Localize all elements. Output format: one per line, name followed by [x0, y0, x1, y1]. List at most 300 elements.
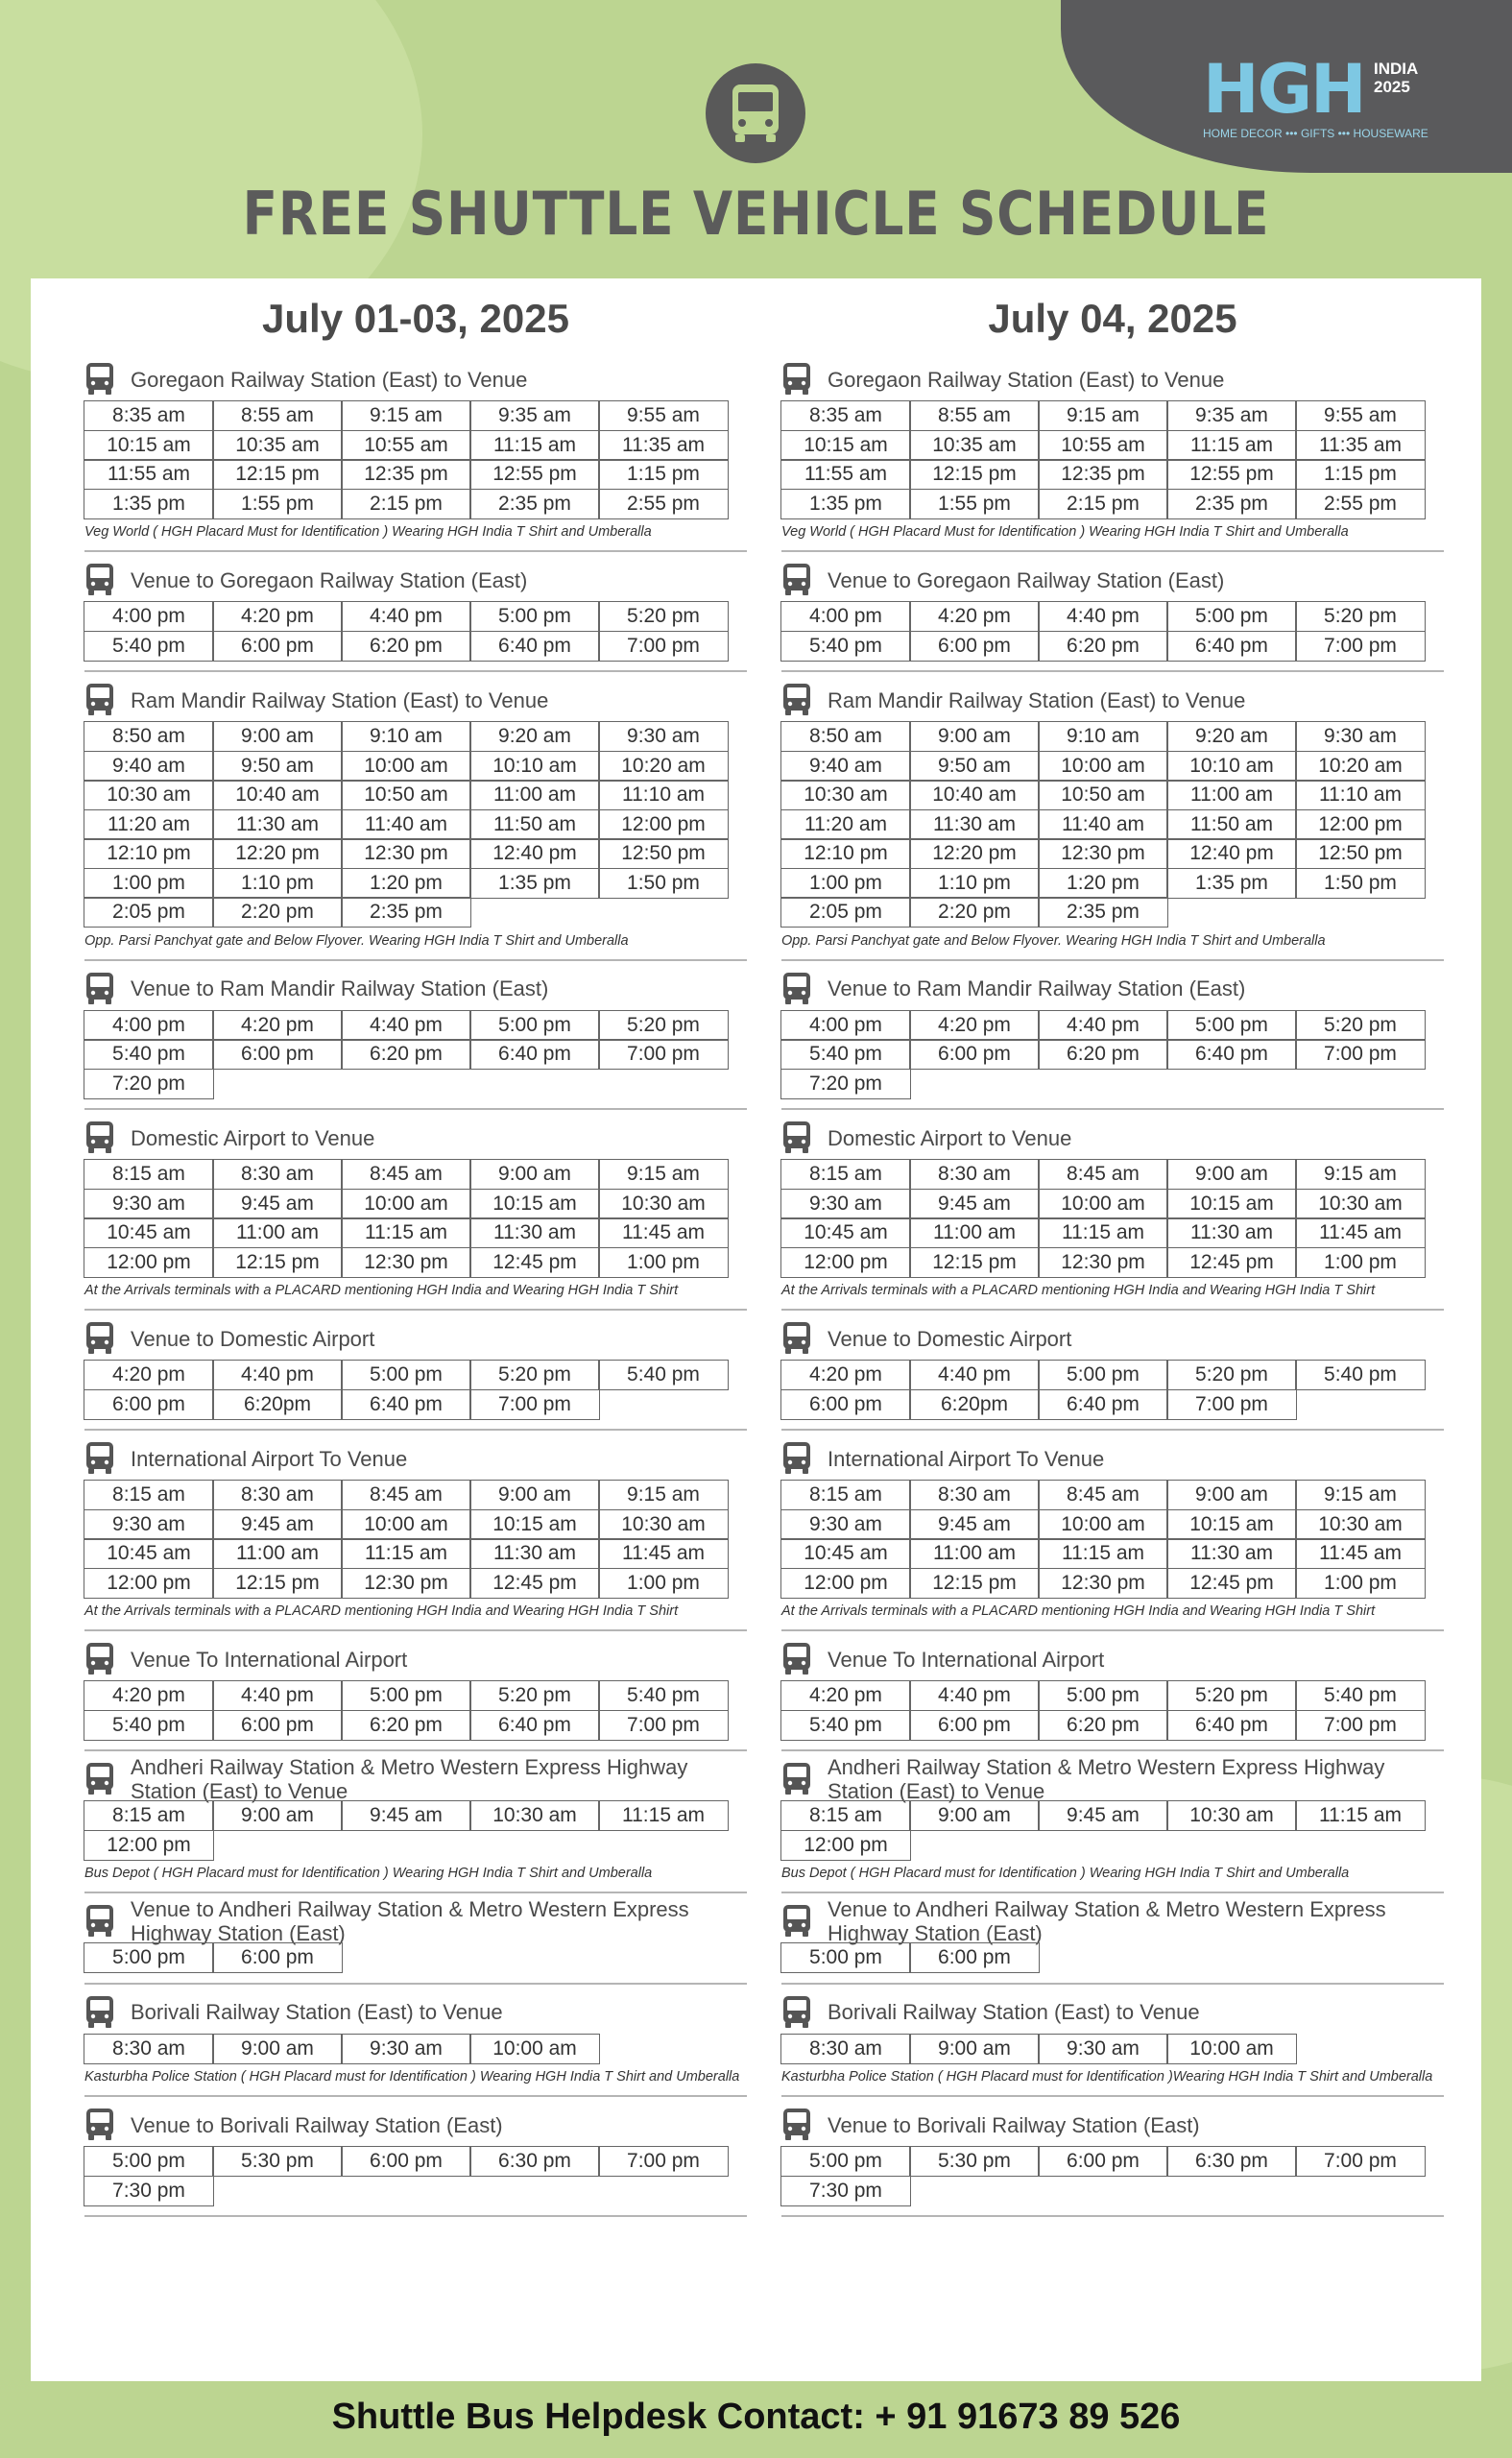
- time-cell: 11:00 am: [212, 1538, 343, 1569]
- time-cell: 11:00 am: [1166, 780, 1297, 810]
- timetable: [781, 1801, 1425, 1860]
- schedule-card: [31, 278, 1481, 2381]
- timetable: [84, 1361, 728, 1419]
- time-cell: 1:55 pm: [909, 489, 1040, 519]
- time-cell: 6:40 pm: [1166, 631, 1297, 662]
- pickup-note: Kasturbha Police Station ( HGH Placard must for Identification ) Wearing HGH India T Shirt and Umberalla: [84, 2069, 740, 2084]
- time-cell: 8:30 am: [909, 1480, 1040, 1510]
- route-section: [781, 1751, 1444, 1893]
- time-cell: 1:55 pm: [212, 489, 343, 519]
- route-section: [84, 1110, 747, 1311]
- time-cell: 1:35 pm: [780, 489, 911, 519]
- route-section: [84, 1431, 747, 1631]
- time-cell: 10:45 am: [780, 1217, 911, 1248]
- route-title: [781, 558, 1444, 602]
- time-cell: 5:20 pm: [1295, 1010, 1426, 1041]
- bus-icon: [84, 1441, 115, 1476]
- time-cell: 12:00 pm: [780, 1247, 911, 1278]
- timetable: [84, 401, 728, 518]
- time-cell: 10:15 am: [84, 430, 214, 461]
- time-cell: 11:15 am: [1038, 1217, 1168, 1248]
- time-cell: 12:45 pm: [1166, 1247, 1297, 1278]
- route-title-text: Domestic Airport to Venue: [828, 1125, 1072, 1150]
- time-cell: 5:40 pm: [780, 1710, 911, 1741]
- time-cell: 11:15 am: [598, 1800, 729, 1831]
- route-title-text: Venue to Goregaon Railway Station (East): [828, 567, 1225, 592]
- bus-icon: [704, 61, 807, 165]
- bus-icon: [781, 1995, 812, 2030]
- time-cell: 11:50 am: [1166, 809, 1297, 840]
- pickup-note: Kasturbha Police Station ( HGH Placard must for Identification )Wearing HGH India T Shirt and Umberalla: [781, 2069, 1433, 2084]
- time-cell: 10:50 am: [1038, 780, 1168, 810]
- time-cell: 1:20 pm: [1038, 868, 1168, 899]
- time-cell: 12:55 pm: [1166, 459, 1297, 490]
- time-cell: 9:35 am: [1166, 400, 1297, 431]
- time-cell: 2:55 pm: [1295, 489, 1426, 519]
- route-title-text: Venue to Andheri Railway Station & Metro Western Express Highway Station (East): [131, 1897, 689, 1945]
- route-title-text: Venue to Andheri Railway Station & Metro Western Express Highway Station (East): [828, 1897, 1386, 1945]
- page-title: FREE SHUTTLE VEHICLE SCHEDULE: [242, 179, 1270, 249]
- timetable: [781, 1361, 1425, 1419]
- time-cell: 4:20 pm: [84, 1680, 214, 1711]
- timetable: [84, 1011, 728, 1099]
- route-title-text: Andheri Railway Station & Metro Western Express Highway Station (East) to Venue: [131, 1755, 688, 1803]
- route-title: [781, 357, 1444, 401]
- time-cell: 8:55 am: [212, 400, 343, 431]
- bus-icon: [84, 1762, 115, 1796]
- bus-icon: [781, 1441, 812, 1476]
- time-cell: 1:20 pm: [341, 868, 471, 899]
- time-cell: 11:35 am: [598, 430, 729, 461]
- time-cell: 8:45 am: [341, 1159, 471, 1190]
- time-cell: 6:40 pm: [1166, 1039, 1297, 1070]
- time-cell: 11:00 am: [909, 1538, 1040, 1569]
- time-cell: 1:10 pm: [212, 868, 343, 899]
- time-cell: 6:20 pm: [1038, 1710, 1168, 1741]
- pickup-note: Bus Depot ( HGH Placard must for Identification ) Wearing HGH India T Shirt and Umberalla: [84, 1866, 653, 1881]
- time-cell: 10:30 am: [84, 780, 214, 810]
- time-cell: 12:00 pm: [84, 1830, 214, 1861]
- time-cell: 8:15 am: [84, 1159, 214, 1190]
- time-cell: 10:45 am: [84, 1217, 214, 1248]
- route-title-text: Goregaon Railway Station (East) to Venue: [131, 367, 528, 392]
- time-cell: 11:00 am: [469, 780, 600, 810]
- time-cell: 4:40 pm: [1038, 1010, 1168, 1041]
- time-cell: 12:15 pm: [909, 1247, 1040, 1278]
- route-title: [781, 678, 1444, 722]
- pickup-note: At the Arrivals terminals with a PLACARD mentioning HGH India and Wearing HGH India T Shirt: [84, 1283, 679, 1298]
- time-cell: 6:00 pm: [84, 1389, 214, 1420]
- bus-icon: [781, 1642, 812, 1676]
- time-cell: 7:00 pm: [469, 1389, 600, 1420]
- time-cell: 12:15 pm: [212, 459, 343, 490]
- time-cell: 8:30 am: [780, 2034, 911, 2064]
- time-cell: 2:35 pm: [341, 897, 471, 928]
- time-cell: 9:00 am: [909, 2034, 1040, 2064]
- route-title: [84, 1757, 747, 1801]
- time-cell: 10:00 am: [1038, 751, 1168, 782]
- time-cell: 11:45 am: [1295, 1217, 1426, 1248]
- time-cell: 9:00 am: [469, 1159, 600, 1190]
- time-cell: 1:15 pm: [1295, 459, 1426, 490]
- route-title: [84, 2103, 747, 2147]
- route-section: [781, 1985, 1444, 2098]
- time-cell: 6:20 pm: [341, 1039, 471, 1070]
- time-cell: 5:40 pm: [1295, 1680, 1426, 1711]
- route-title-text: Andheri Railway Station & Metro Western Express Highway Station (East) to Venue: [828, 1755, 1385, 1803]
- time-cell: 12:00 pm: [84, 1568, 214, 1599]
- pickup-note: Veg World ( HGH Placard Must for Identification ) Wearing HGH India T Shirt and Umberalla: [781, 524, 1349, 540]
- time-cell: 6:00 pm: [212, 1039, 343, 1070]
- time-cell: 6:40 pm: [469, 631, 600, 662]
- timetable: [781, 722, 1425, 928]
- time-cell: 9:00 am: [909, 721, 1040, 752]
- time-cell: 9:00 am: [1166, 1159, 1297, 1190]
- route-title: [84, 1116, 747, 1160]
- time-cell: 9:45 am: [341, 1800, 471, 1831]
- time-cell: 7:00 pm: [1295, 1039, 1426, 1070]
- time-cell: 9:15 am: [1295, 1480, 1426, 1510]
- time-cell: 4:00 pm: [84, 601, 214, 632]
- time-cell: 5:00 pm: [84, 1942, 214, 1973]
- time-cell: 2:35 pm: [1038, 897, 1168, 928]
- time-cell: 10:30 am: [598, 1189, 729, 1219]
- time-cell: 5:40 pm: [84, 1039, 214, 1070]
- time-cell: 9:40 am: [84, 751, 214, 782]
- time-cell: 4:20 pm: [909, 601, 1040, 632]
- time-cell: 11:20 am: [780, 809, 911, 840]
- time-cell: 9:30 am: [598, 721, 729, 752]
- time-cell: 12:00 pm: [84, 1247, 214, 1278]
- time-cell: 12:30 pm: [341, 838, 471, 869]
- time-cell: 8:30 am: [84, 2034, 214, 2064]
- route-section: [781, 1431, 1444, 1631]
- time-cell: 11:55 am: [780, 459, 911, 490]
- time-cell: 10:15 am: [469, 1189, 600, 1219]
- time-cell: 4:00 pm: [780, 601, 911, 632]
- route-title: [84, 1899, 747, 1943]
- bus-icon: [781, 1121, 812, 1155]
- bus-icon: [84, 972, 115, 1006]
- time-cell: 5:00 pm: [469, 601, 600, 632]
- time-cell: 1:10 pm: [909, 868, 1040, 899]
- time-cell: 2:05 pm: [780, 897, 911, 928]
- route-title-text: International Airport To Venue: [131, 1446, 408, 1471]
- hgh-logo: [1203, 50, 1433, 148]
- route-section: [84, 672, 747, 961]
- pickup-note: At the Arrivals terminals with a PLACARD mentioning HGH India and Wearing HGH India T Shirt: [781, 1603, 1376, 1619]
- time-cell: 9:00 am: [212, 2034, 343, 2064]
- pickup-note: Veg World ( HGH Placard Must for Identification ) Wearing HGH India T Shirt and Umberalla: [84, 524, 652, 540]
- route-title-text: Venue To International Airport: [828, 1647, 1105, 1672]
- route-title: [781, 2103, 1444, 2147]
- time-cell: 11:15 am: [1166, 430, 1297, 461]
- time-cell: 12:50 pm: [1295, 838, 1426, 869]
- timetable: [84, 1681, 728, 1740]
- time-cell: 4:20 pm: [780, 1680, 911, 1711]
- bus-icon: [781, 683, 812, 717]
- bus-icon: [84, 563, 115, 597]
- route-section: [781, 672, 1444, 961]
- pickup-note: Opp. Parsi Panchyat gate and Below Flyover. Wearing HGH India T Shirt and Umberalla: [781, 932, 1326, 949]
- route-section: [781, 2097, 1444, 2217]
- route-section: [84, 961, 747, 1111]
- time-cell: 5:00 pm: [1166, 1010, 1297, 1041]
- time-cell: 5:20 pm: [598, 1010, 729, 1041]
- time-cell: 12:20 pm: [212, 838, 343, 869]
- time-cell: 12:30 pm: [1038, 1247, 1168, 1278]
- bus-icon: [781, 1762, 812, 1796]
- time-cell: 1:00 pm: [1295, 1247, 1426, 1278]
- time-cell: 9:55 am: [598, 400, 729, 431]
- timetable: [84, 1801, 728, 1860]
- time-cell: 7:00 pm: [598, 1710, 729, 1741]
- time-cell: 9:50 am: [212, 751, 343, 782]
- time-cell: 8:30 am: [212, 1480, 343, 1510]
- time-cell: 10:50 am: [341, 780, 471, 810]
- time-cell: 12:00 pm: [780, 1830, 911, 1861]
- logo-tagline: HOME DECOR ••• GIFTS ••• HOUSEWARE: [1203, 127, 1428, 140]
- time-cell: 12:00 pm: [1295, 809, 1426, 840]
- route-title-text: Venue To International Airport: [131, 1647, 408, 1672]
- time-cell: 1:35 pm: [84, 489, 214, 519]
- time-cell: 8:55 am: [909, 400, 1040, 431]
- schedule-column-july-01-03: [84, 278, 747, 2217]
- time-cell: 4:40 pm: [212, 1680, 343, 1711]
- time-cell: 5:40 pm: [1295, 1360, 1426, 1390]
- time-cell: 12:45 pm: [1166, 1568, 1297, 1599]
- time-cell: 8:45 am: [341, 1480, 471, 1510]
- time-cell: 5:00 pm: [780, 2146, 911, 2177]
- time-cell: 4:00 pm: [84, 1010, 214, 1041]
- time-cell: 12:10 pm: [780, 838, 911, 869]
- time-cell: 10:15 am: [780, 430, 911, 461]
- time-cell: 4:40 pm: [341, 601, 471, 632]
- timetable: [781, 401, 1425, 518]
- time-cell: 11:15 am: [1038, 1538, 1168, 1569]
- time-cell: 8:45 am: [1038, 1480, 1168, 1510]
- helpdesk-contact: Shuttle Bus Helpdesk Contact: + 91 91673 89 526: [331, 2397, 1181, 2437]
- route-title: [781, 1637, 1444, 1681]
- time-cell: 11:45 am: [1295, 1538, 1426, 1569]
- time-cell: 8:15 am: [84, 1480, 214, 1510]
- time-cell: 9:00 am: [1166, 1480, 1297, 1510]
- route-title: [84, 678, 747, 722]
- bus-icon: [781, 972, 812, 1006]
- route-section: [84, 1985, 747, 2098]
- time-cell: 10:10 am: [1166, 751, 1297, 782]
- time-cell: 10:15 am: [469, 1509, 600, 1540]
- time-cell: 5:40 pm: [84, 1710, 214, 1741]
- time-cell: 5:00 pm: [1038, 1680, 1168, 1711]
- time-cell: 12:35 pm: [1038, 459, 1168, 490]
- timetable: [781, 1681, 1425, 1740]
- route-section: [84, 1751, 747, 1893]
- time-cell: 11:15 am: [341, 1538, 471, 1569]
- time-cell: 6:20pm: [909, 1389, 1040, 1420]
- bus-icon: [781, 2108, 812, 2142]
- time-cell: 11:20 am: [84, 809, 214, 840]
- route-title-text: International Airport To Venue: [828, 1446, 1105, 1471]
- time-cell: 6:00 pm: [212, 631, 343, 662]
- time-cell: 6:00 pm: [212, 1942, 343, 1973]
- route-title-text: Venue to Ram Mandir Railway Station (East): [131, 976, 549, 1000]
- time-cell: 6:40 pm: [341, 1389, 471, 1420]
- time-cell: 9:45 am: [909, 1189, 1040, 1219]
- time-cell: 4:40 pm: [212, 1360, 343, 1390]
- time-cell: 5:00 pm: [84, 2146, 214, 2177]
- time-cell: 2:15 pm: [341, 489, 471, 519]
- time-cell: 10:15 am: [1166, 1509, 1297, 1540]
- time-cell: 12:30 pm: [341, 1568, 471, 1599]
- route-section: [781, 1893, 1444, 1985]
- schedule-column-july-04: [781, 278, 1444, 2217]
- route-title-text: Borivali Railway Station (East) to Venue: [828, 2000, 1200, 2024]
- route-title: [781, 1316, 1444, 1361]
- route-section: [84, 351, 747, 552]
- logo-side-text: INDIA 2025: [1374, 60, 1418, 96]
- time-cell: 5:30 pm: [212, 2146, 343, 2177]
- time-cell: 11:00 am: [909, 1217, 1040, 1248]
- time-cell: 7:30 pm: [84, 2176, 214, 2206]
- time-cell: 9:45 am: [1038, 1800, 1168, 1831]
- time-cell: 11:00 am: [212, 1217, 343, 1248]
- time-cell: 6:20pm: [212, 1389, 343, 1420]
- route-section: [781, 1311, 1444, 1431]
- route-title: [781, 1436, 1444, 1481]
- time-cell: 6:20 pm: [1038, 1039, 1168, 1070]
- time-cell: 10:30 am: [1295, 1509, 1426, 1540]
- time-cell: 9:30 am: [1038, 2034, 1168, 2064]
- timetable: [781, 1943, 1425, 1973]
- route-title-text: Venue to Borivali Railway Station (East): [131, 2112, 503, 2137]
- time-cell: 11:45 am: [598, 1217, 729, 1248]
- time-cell: 12:20 pm: [909, 838, 1040, 869]
- route-title-text: Goregaon Railway Station (East) to Venue: [828, 367, 1225, 392]
- bus-icon: [84, 1995, 115, 2030]
- time-cell: 10:00 am: [341, 751, 471, 782]
- time-cell: 12:30 pm: [1038, 838, 1168, 869]
- route-section: [781, 351, 1444, 552]
- time-cell: 5:40 pm: [598, 1360, 729, 1390]
- time-cell: 8:15 am: [780, 1159, 911, 1190]
- time-cell: 7:00 pm: [598, 1039, 729, 1070]
- time-cell: 6:00 pm: [909, 1039, 1040, 1070]
- time-cell: 4:40 pm: [1038, 601, 1168, 632]
- time-cell: 6:00 pm: [909, 1942, 1040, 1973]
- time-cell: 5:20 pm: [1166, 1360, 1297, 1390]
- time-cell: 2:35 pm: [1166, 489, 1297, 519]
- time-cell: 5:00 pm: [341, 1360, 471, 1390]
- time-cell: 6:00 pm: [341, 2146, 471, 2177]
- time-cell: 5:40 pm: [598, 1680, 729, 1711]
- time-cell: 7:00 pm: [1166, 1389, 1297, 1420]
- route-title-text: Venue to Ram Mandir Railway Station (East): [828, 976, 1246, 1000]
- time-cell: 7:00 pm: [598, 631, 729, 662]
- time-cell: 10:00 am: [1038, 1189, 1168, 1219]
- time-cell: 12:00 pm: [598, 809, 729, 840]
- time-cell: 5:00 pm: [1166, 601, 1297, 632]
- timetable: [781, 1160, 1425, 1277]
- bus-icon: [781, 362, 812, 397]
- time-cell: 10:30 am: [469, 1800, 600, 1831]
- bus-icon: [84, 1121, 115, 1155]
- time-cell: 5:00 pm: [780, 1942, 911, 1973]
- route-section: [781, 1631, 1444, 1751]
- route-section: [84, 2097, 747, 2217]
- time-cell: 2:20 pm: [909, 897, 1040, 928]
- time-cell: 2:35 pm: [469, 489, 600, 519]
- time-cell: 7:20 pm: [780, 1069, 911, 1099]
- time-cell: 4:20 pm: [84, 1360, 214, 1390]
- time-cell: 1:15 pm: [598, 459, 729, 490]
- time-cell: 1:00 pm: [598, 1247, 729, 1278]
- time-cell: 12:35 pm: [341, 459, 471, 490]
- time-cell: 4:40 pm: [341, 1010, 471, 1041]
- time-cell: 7:30 pm: [780, 2176, 911, 2206]
- time-cell: 10:40 am: [909, 780, 1040, 810]
- timetable: [84, 2147, 728, 2205]
- time-cell: 10:45 am: [84, 1538, 214, 1569]
- pickup-note: At the Arrivals terminals with a PLACARD mentioning HGH India and Wearing HGH India T Shirt: [84, 1603, 679, 1619]
- logo-text: HGH: [1203, 50, 1365, 129]
- time-cell: 10:35 am: [909, 430, 1040, 461]
- time-cell: 8:45 am: [1038, 1159, 1168, 1190]
- bus-icon: [781, 563, 812, 597]
- time-cell: 8:50 am: [84, 721, 214, 752]
- time-cell: 12:50 pm: [598, 838, 729, 869]
- time-cell: 10:55 am: [1038, 430, 1168, 461]
- pickup-note: Bus Depot ( HGH Placard must for Identification ) Wearing HGH India T Shirt and Umberalla: [781, 1866, 1350, 1881]
- bus-icon: [781, 1321, 812, 1356]
- time-cell: 6:40 pm: [1166, 1710, 1297, 1741]
- time-cell: 12:15 pm: [212, 1568, 343, 1599]
- time-cell: 9:15 am: [1038, 400, 1168, 431]
- time-cell: 9:00 am: [909, 1800, 1040, 1831]
- time-cell: 12:45 pm: [469, 1247, 600, 1278]
- time-cell: 9:15 am: [341, 400, 471, 431]
- time-cell: 5:00 pm: [341, 1680, 471, 1711]
- time-cell: 6:20 pm: [341, 1710, 471, 1741]
- time-cell: 8:50 am: [780, 721, 911, 752]
- time-cell: 10:00 am: [1038, 1509, 1168, 1540]
- bus-icon: [84, 1321, 115, 1356]
- time-cell: 8:30 am: [909, 1159, 1040, 1190]
- time-cell: 10:55 am: [341, 430, 471, 461]
- time-cell: 9:00 am: [212, 721, 343, 752]
- time-cell: 10:20 am: [598, 751, 729, 782]
- time-cell: 5:20 pm: [598, 601, 729, 632]
- time-cell: 4:40 pm: [909, 1360, 1040, 1390]
- route-title: [781, 1757, 1444, 1801]
- route-title-text: Domestic Airport to Venue: [131, 1125, 375, 1150]
- time-cell: 8:30 am: [212, 1159, 343, 1190]
- route-section: [781, 961, 1444, 1111]
- time-cell: 12:10 pm: [84, 838, 214, 869]
- timetable: [84, 602, 728, 661]
- time-cell: 9:35 am: [469, 400, 600, 431]
- schedule-date: July 04, 2025: [988, 296, 1237, 341]
- time-cell: 2:05 pm: [84, 897, 214, 928]
- time-cell: 9:45 am: [212, 1509, 343, 1540]
- time-cell: 5:40 pm: [780, 631, 911, 662]
- time-cell: 9:10 am: [341, 721, 471, 752]
- route-title: [84, 1990, 747, 2035]
- time-cell: 11:10 am: [1295, 780, 1426, 810]
- time-cell: 6:40 pm: [469, 1710, 600, 1741]
- time-cell: 11:15 am: [1295, 1800, 1426, 1831]
- route-section: [781, 1110, 1444, 1311]
